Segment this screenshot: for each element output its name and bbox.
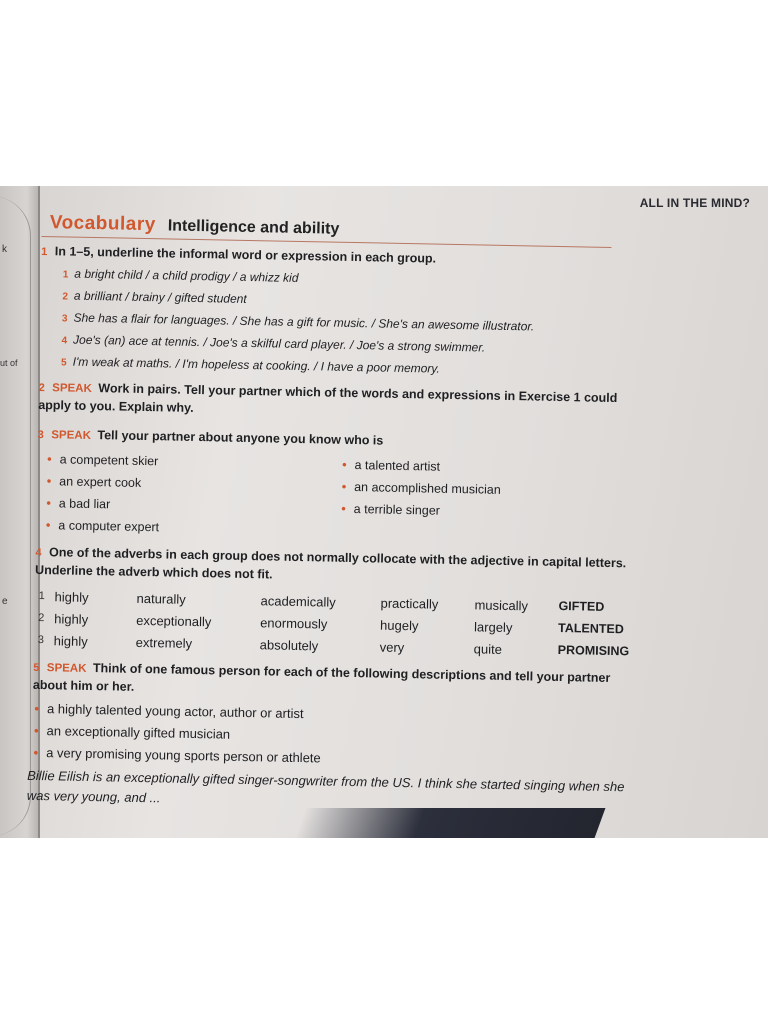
adverb-cell: quite: [473, 640, 503, 657]
exercise-number: 4: [35, 546, 42, 560]
row-number: 3: [37, 633, 45, 647]
exercise-4: [35, 544, 636, 591]
item-text: a highly talented young actor, author or artist: [46, 701, 304, 722]
exercise-number: 1: [41, 245, 48, 259]
exercise-instruction: Think of one famous person for each of the following descriptions and tell your partner about him or her.: [32, 661, 611, 694]
adverb-cell: very: [379, 639, 405, 655]
adverb-cell: extremely: [135, 634, 193, 651]
left-page-fragment: ut of: [0, 358, 18, 368]
adjective-cell: PROMISING: [557, 642, 630, 659]
item-number: 2: [62, 291, 69, 303]
exercise-3-bullets: [46, 448, 638, 547]
exercise-instruction: One of the adverbs in each group does not normally collocate with the adjective in capital letters. Underline the adverb which does not fit.: [34, 545, 627, 582]
example-answer: Billie Eilish is an exceptionally gifted singer-songwriter from the US. I think she started singing when she was very young, and ...: [26, 767, 625, 806]
adverb-cell: practically: [380, 595, 439, 612]
item-number: 1: [62, 269, 69, 281]
item-text: a terrible singer: [353, 502, 441, 518]
page-photo: [0, 186, 768, 838]
adverb-cell: highly: [54, 610, 89, 627]
list-item: • a competent skier: [47, 452, 159, 469]
item-text: a bad liar: [58, 496, 111, 512]
exercise-number: 3: [37, 428, 44, 442]
section-title: [50, 212, 642, 245]
list-item: • a terrible singer: [341, 501, 441, 518]
page-shadow: [295, 808, 606, 838]
exercise-instruction: Tell your partner about anyone you know who is: [97, 428, 384, 448]
list-item: • a bad liar: [46, 496, 111, 512]
page-curl: [0, 196, 31, 836]
item-text: a competent skier: [59, 452, 159, 469]
item-text: an exceptionally gifted musician: [46, 723, 231, 742]
adverb-cell: enormously: [260, 614, 328, 632]
item-text: a talented artist: [354, 458, 441, 474]
vocabulary-section: [26, 212, 642, 817]
list-item: • a highly talented young actor, author or artist: [34, 700, 304, 722]
adjective-cell: TALENTED: [557, 620, 624, 637]
item-text: a computer expert: [58, 518, 160, 535]
adverb-cell: largely: [473, 618, 513, 635]
item-number: 3: [61, 313, 68, 325]
item-number: 4: [61, 335, 68, 347]
left-page-fragment: k: [2, 244, 7, 255]
adverb-cell: absolutely: [259, 636, 319, 653]
running-head: ALL IN THE MIND?: [639, 196, 750, 210]
item-text: a brilliant / brainy / gifted student: [73, 288, 247, 306]
adverb-cell: naturally: [136, 590, 186, 607]
exercise-instruction: In 1–5, underline the informal word or expression in each group.: [54, 244, 437, 266]
adverb-cell: musically: [474, 596, 529, 613]
item-number: 5: [61, 357, 67, 369]
speak-label: SPEAK: [52, 382, 92, 395]
item-text: I'm weak at maths. / I'm hopeless at cooking. / I have a poor memory.: [72, 354, 440, 376]
row-number: 1: [38, 590, 45, 603]
exercise-5-bullets: [33, 698, 632, 775]
adverb-cell: highly: [53, 632, 88, 649]
exercise-1-items: [61, 263, 641, 384]
list-item: • a computer expert: [45, 518, 160, 535]
exercise-5: [33, 659, 634, 706]
row-number: 2: [38, 612, 45, 625]
adjective-cell: GIFTED: [558, 598, 605, 614]
bullet-column-left: [46, 448, 343, 542]
item-text: an expert cook: [59, 474, 142, 490]
list-item: • a very promising young sports person or athlete: [33, 744, 321, 766]
vocabulary-label: Vocabulary: [49, 212, 157, 236]
item-text: an accomplished musician: [354, 480, 501, 497]
item-text: a very promising young sports person or athlete: [46, 745, 321, 766]
item-text: She has a flair for languages. / She has a gift for music. / She's an awesome illustrator.: [73, 310, 535, 334]
list-item: • a talented artist: [342, 457, 441, 474]
adverb-cell: academically: [260, 592, 336, 610]
list-item: • an accomplished musician: [341, 479, 501, 497]
exercise-2: [38, 379, 639, 426]
adverb-cell: highly: [54, 588, 89, 605]
item-text: a bright child / a child prodigy / a whizz kid: [74, 266, 299, 285]
bullet-column-right: [341, 454, 638, 548]
speak-label: SPEAK: [46, 662, 87, 675]
exercise-number: 2: [38, 381, 45, 395]
adverb-table: [38, 585, 631, 662]
item-text: Joe's (an) ace at tennis. / Joe's a skilful card player. / Joe's a strong swimmer.: [72, 332, 486, 355]
exercise-instruction: Work in pairs. Tell your partner which of the words and expressions in Exercise 1 could apply to you. Explain why.: [38, 381, 618, 415]
exercise-number: 5: [33, 661, 40, 675]
list-item: • an exceptionally gifted musician: [33, 722, 231, 742]
adverb-cell: hugely: [379, 617, 419, 633]
adverb-cell: exceptionally: [136, 612, 212, 629]
list-item: • an expert cook: [46, 474, 142, 490]
speak-label: SPEAK: [51, 429, 92, 442]
topic-title: Intelligence and ability: [167, 217, 340, 238]
left-page-fragment: e: [2, 596, 8, 607]
